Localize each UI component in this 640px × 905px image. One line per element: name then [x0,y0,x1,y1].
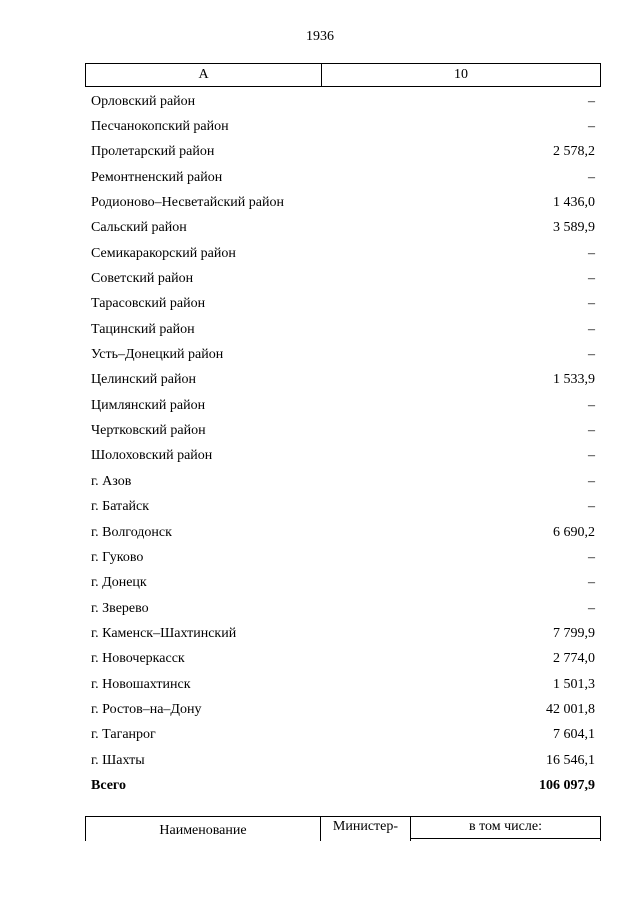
row-value: – [588,448,595,464]
table-row [91,292,595,317]
column-header-10: 10 [454,67,468,82]
row-name: Советский район [91,271,194,287]
table-row [91,748,595,773]
row-name: Тарасовский район [91,296,206,312]
table-row [91,672,595,697]
row-name: Пролетарский район [91,144,215,160]
row-value: 1 501,3 [553,676,595,692]
table-row [91,469,595,494]
table-row [91,444,595,469]
row-name: Семикаракорский район [91,245,236,261]
table-row [91,140,595,165]
row-value: – [588,549,595,565]
row-name: г. Батайск [91,499,150,515]
row-name: г. Шахты [91,752,145,768]
row-name: г. Новочеркасск [91,651,185,667]
row-value: 42 001,8 [546,701,595,717]
table-row [91,596,595,621]
row-name: Песчанокопский район [91,119,229,135]
next-table-header [85,816,601,841]
table-row [91,241,595,266]
row-value: – [588,245,595,261]
table-row [91,571,595,596]
row-name: г. Гуково [91,549,144,565]
row-name: г. Волгодонск [91,524,172,540]
row-name: Шолоховский район [91,448,213,464]
row-value: – [588,347,595,363]
row-value: – [588,397,595,413]
table-row [91,317,595,342]
row-value: 2 774,0 [553,651,595,667]
row-value: 6 690,2 [553,524,595,540]
row-name: Усть–Донецкий район [91,347,224,363]
table-row [91,520,595,545]
table-row [91,545,595,570]
row-value: 16 546,1 [546,752,595,768]
row-name: г. Каменск–Шахтинский [91,625,237,641]
page-number: 1936 [306,29,334,44]
table-row [91,647,595,672]
table-row [91,495,595,520]
row-value: – [588,119,595,135]
row-name: Орловский район [91,93,196,109]
row-value: 3 589,9 [553,220,595,236]
table-row [91,89,595,114]
row-name: Тацинский район [91,321,195,337]
table-row [91,418,595,443]
table-row [91,266,595,291]
next-table-col-ministry: Министер- [321,817,411,841]
row-name: Целинский район [91,372,196,388]
row-value: 1 533,9 [553,372,595,388]
table-row [91,621,595,646]
table-header [85,63,601,87]
table-body [91,89,595,799]
row-value: 1 436,0 [553,195,595,211]
total-label: Всего [91,777,126,793]
row-value: – [588,169,595,185]
row-value: – [588,575,595,591]
table-row [91,216,595,241]
total-value: 106 097,9 [539,777,595,793]
row-value: – [588,271,595,287]
row-value: 2 578,2 [553,144,595,160]
row-name: г. Таганрог [91,727,156,743]
table-row [91,723,595,748]
table-row [91,165,595,190]
row-name: г. Донецк [91,575,147,591]
row-value: – [588,321,595,337]
total-row [91,773,595,798]
row-value: – [588,423,595,439]
table-row [91,697,595,722]
row-name: г. Новошахтинск [91,676,191,692]
table-row [91,342,595,367]
row-name: Родионово–Несветайский район [91,195,284,211]
table-row [91,368,595,393]
row-value: – [588,93,595,109]
row-name: г. Зверево [91,600,149,616]
table-row [91,190,595,215]
row-name: г. Азов [91,473,132,489]
row-name: Чертковский район [91,423,206,439]
table-row [91,393,595,418]
row-value: 7 799,9 [553,625,595,641]
table-row [91,114,595,139]
row-name: г. Ростов–на–Дону [91,701,202,717]
row-value: – [588,499,595,515]
next-table-col-including: в том числе: [411,817,600,839]
row-name: Цимлянский район [91,397,206,413]
next-table-col-name: Наименование [86,817,321,841]
row-value: – [588,600,595,616]
row-value: 7 604,1 [553,727,595,743]
column-header-a: А [86,64,322,86]
row-name: Ремонтненский район [91,169,223,185]
row-value: – [588,473,595,489]
row-name: Сальский район [91,220,187,236]
row-value: – [588,296,595,312]
